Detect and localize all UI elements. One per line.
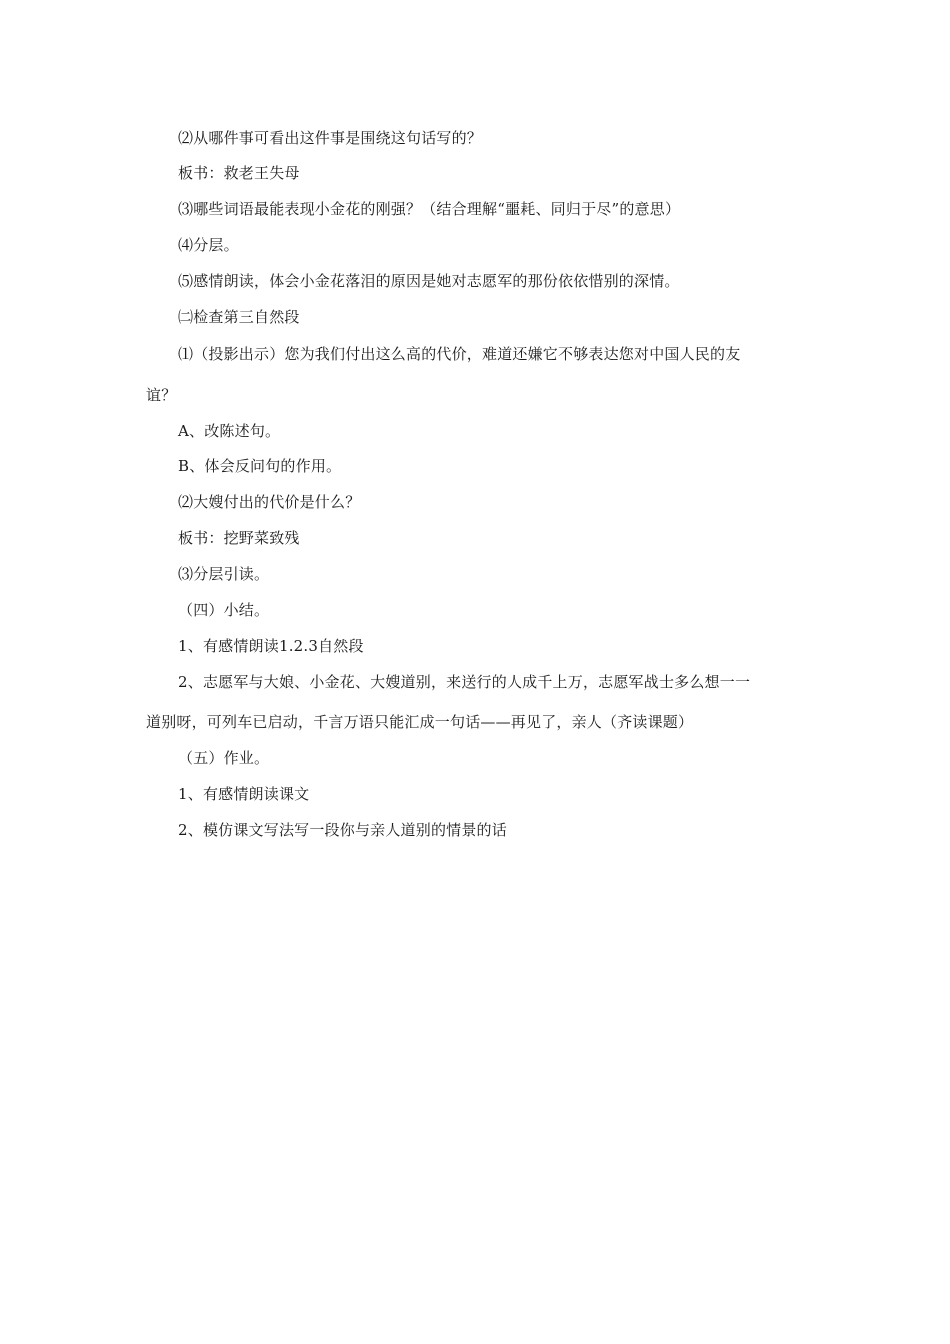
- text-line: 1、有感情朗读课文: [178, 785, 310, 803]
- text-line-continuation: 谊？: [146, 386, 177, 404]
- text-line: B、体会反问句的作用。: [178, 457, 342, 475]
- text-line: ⑴（投影出示）您为我们付出这么高的代价，难道还嫌它不够表达您对中国人民的友: [178, 345, 741, 363]
- text-line: ⑵大嫂付出的代价是什么？: [178, 493, 361, 511]
- section-heading: （五）作业。: [178, 749, 270, 767]
- text-line: 板书：救老王失母: [178, 164, 300, 182]
- text-line-continuation: 道别呀，可列车已启动，千言万语只能汇成一句话——再见了，亲人（齐读课题）: [146, 713, 694, 731]
- text-line: ⑸感情朗读，体会小金花落泪的原因是她对志愿军的那份依依惜别的深情。: [178, 272, 680, 290]
- section-heading: ㈡检查第三自然段: [178, 308, 300, 326]
- text-line: ⑵从哪件事可看出这件事是围绕这句话写的？: [178, 129, 483, 147]
- text-line: 1、有感情朗读1.2.3自然段: [178, 637, 364, 655]
- text-line: ⑶哪些词语最能表现小金花的刚强？（结合理解“噩耗、同归于尽”的意思）: [178, 200, 681, 218]
- text-line: ⑷分层。: [178, 236, 239, 254]
- text-line: ⑶分层引读。: [178, 565, 270, 583]
- text-line: 板书：挖野菜致残: [178, 529, 300, 547]
- section-heading: （四）小结。: [178, 601, 270, 619]
- text-line: 2、模仿课文写法写一段你与亲人道别的情景的话: [178, 821, 507, 839]
- text-line: A、改陈述句。: [178, 422, 281, 440]
- text-line: 2、志愿军与大娘、小金花、大嫂道别，来送行的人成千上万，志愿军战士多么想一一: [178, 673, 751, 691]
